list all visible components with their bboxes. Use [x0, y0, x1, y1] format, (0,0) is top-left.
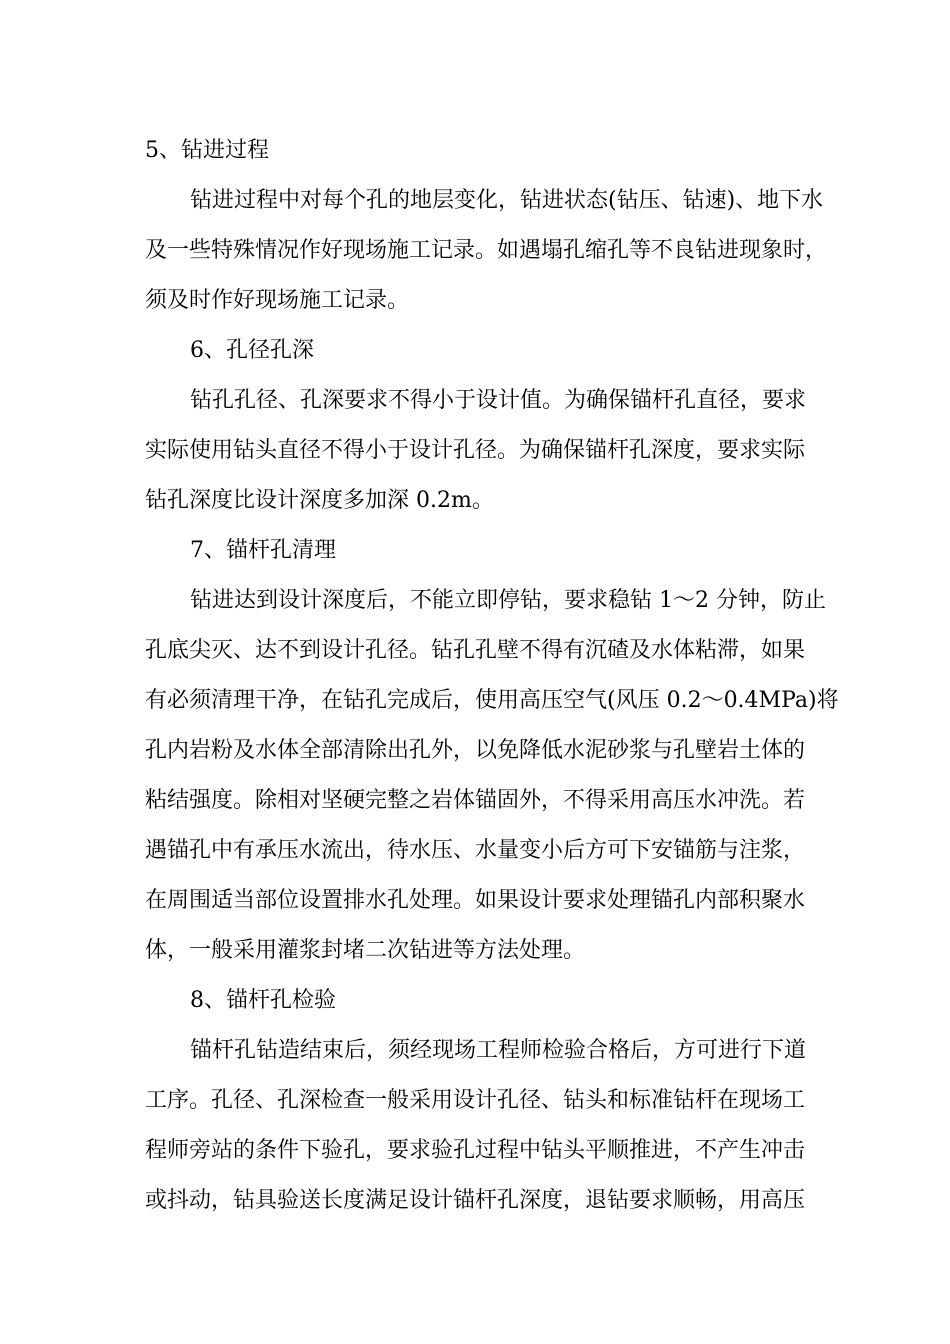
paragraph-line: 工序。孔径、孔深检查一般采用设计孔径、钻头和标准钻杆在现场工: [145, 1088, 806, 1113]
paragraph-line: 须及时作好现场施工记录。: [145, 288, 410, 313]
paragraph-line: 有必须清理干净，在钻孔完成后，使用高压空气(风压 0.2～0.4MPa)将: [145, 688, 839, 713]
paragraph-line: 钻进过程中对每个孔的地层变化，钻进状态(钻压、钻速)、地下水: [190, 188, 824, 213]
paragraph-line: 锚杆孔钻造结束后，须经现场工程师检验合格后，方可进行下道: [190, 1038, 807, 1063]
paragraph-line: 或抖动，钻具验送长度满足设计锚杆孔深度，退钻要求顺畅，用高压: [145, 1188, 806, 1213]
paragraph-line: 在周围适当部位设置排水孔处理。如果设计要求处理锚孔内部积聚水: [145, 888, 806, 913]
paragraph-line: 钻孔孔径、孔深要求不得小于设计值。为确保锚杆孔直径，要求: [190, 388, 807, 413]
paragraph-line: 实际使用钻头直径不得小于设计孔径。为确保锚杆孔深度，要求实际: [145, 438, 806, 463]
paragraph-line: 孔内岩粉及水体全部清除出孔外，以免降低水泥砂浆与孔壁岩土体的: [145, 738, 806, 763]
paragraph-line: 粘结强度。除相对坚硬完整之岩体锚固外，不得采用高压水冲洗。若: [145, 788, 806, 813]
paragraph-line: 体，一般采用灌浆封堵二次钻进等方法处理。: [145, 938, 586, 963]
section-heading-8: 8、锚杆孔检验: [190, 988, 336, 1013]
section-heading-7: 7、锚杆孔清理: [190, 538, 336, 563]
section-heading-5: 5、钻进过程: [145, 138, 269, 163]
paragraph-line: 及一些特殊情况作好现场施工记录。如遇塌孔缩孔等不良钻进现象时，: [145, 238, 828, 263]
paragraph-line: 钻进达到设计深度后，不能立即停钻，要求稳钻 1～2 分钟，防止: [190, 588, 826, 613]
paragraph-line: 程师旁站的条件下验孔，要求验孔过程中钻头平顺推进，不产生冲击: [145, 1138, 806, 1163]
paragraph-line: 孔底尖灭、达不到设计孔径。钻孔孔壁不得有沉碴及水体粘滞，如果: [145, 638, 806, 663]
section-heading-6: 6、孔径孔深: [190, 338, 314, 363]
paragraph-line: 钻孔深度比设计深度多加深 0.2m。: [145, 488, 494, 513]
paragraph-line: 遇锚孔中有承压水流出，待水压、水量变小后方可下安锚筋与注浆，: [145, 838, 806, 863]
